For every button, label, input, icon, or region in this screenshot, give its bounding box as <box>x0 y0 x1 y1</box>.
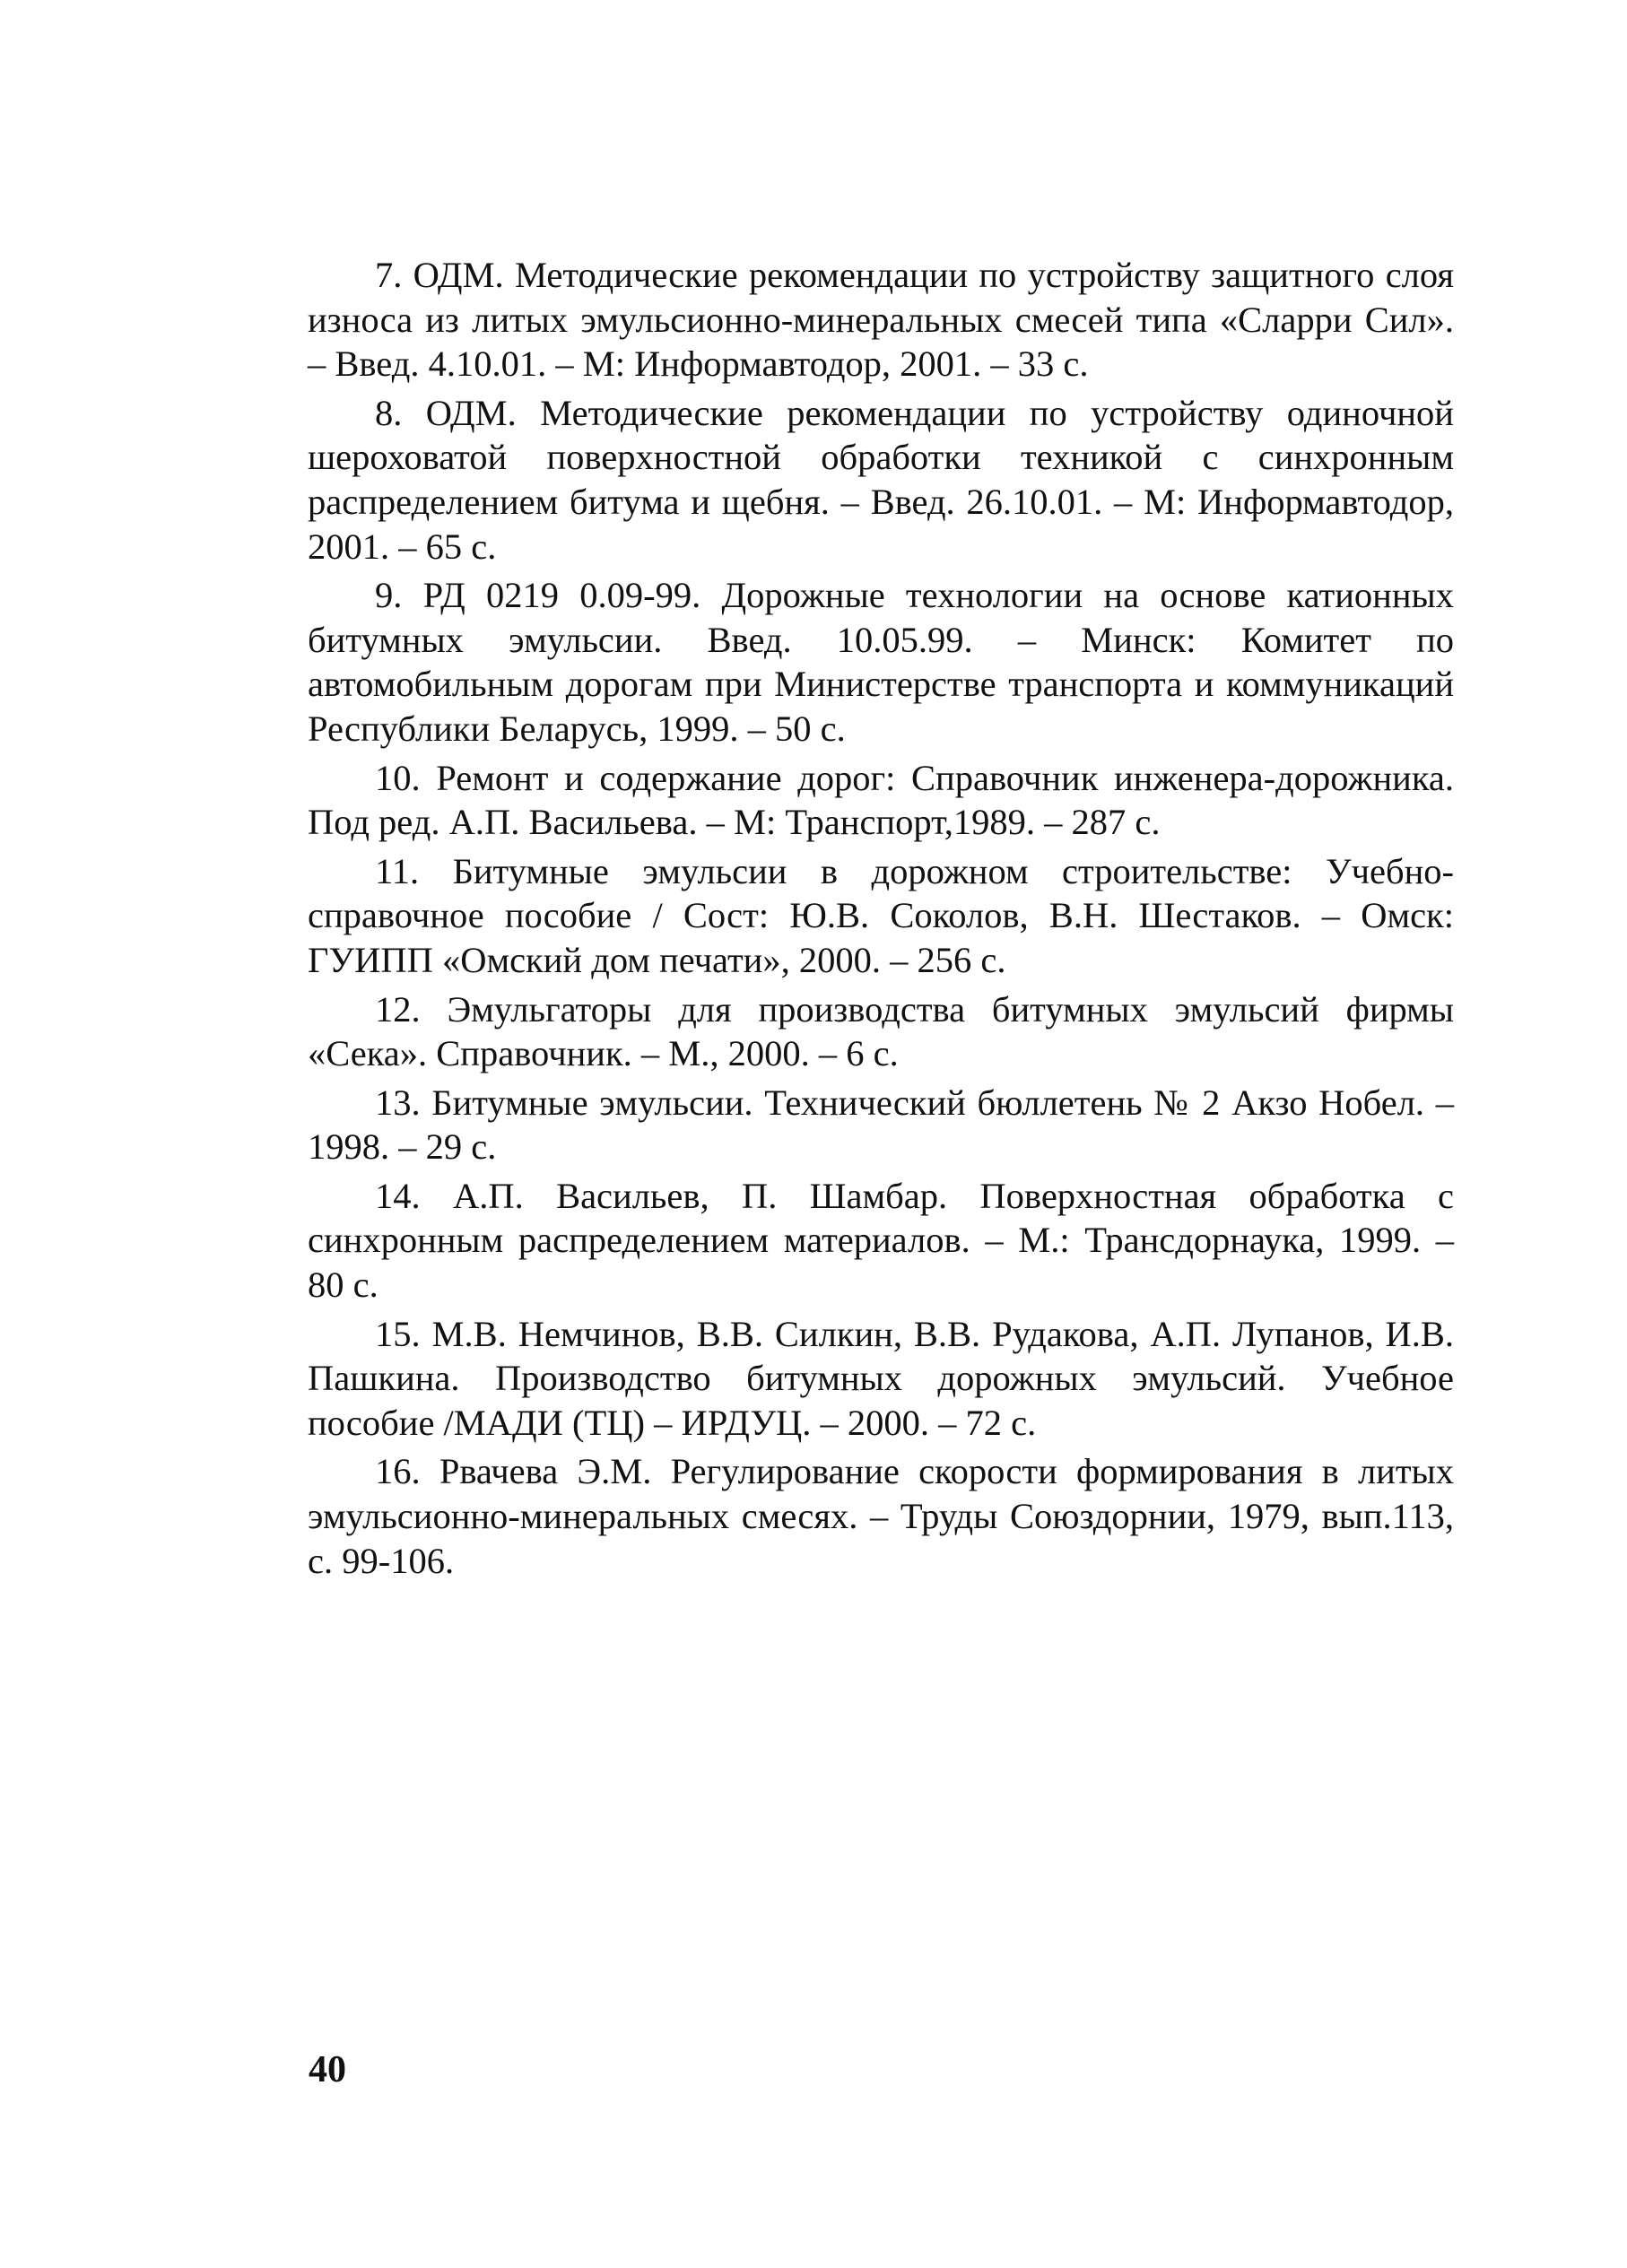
reference-item-15: 15. М.В. Немчинов, В.В. Силкин, В.В. Рудакова, А.П. Лупанов, И.В. Пашкина. Производство битумных дорожных эмульсий. Учебное пособие /МАДИ (ТЦ) – ИРДУЦ. – 2000. – 72 с. <box>308 1313 1454 1443</box>
reference-item-12: 12. Эмульгаторы для производства битумных эмульсий фирмы «Сека». Справочник. – М., 2000. – 6 с. <box>308 988 1454 1074</box>
page-number: 40 <box>309 2049 346 2090</box>
reference-item-16: 16. Рвачева Э.М. Регулирование скорости формирования в литых эмульсионно-минеральных смесях. – Труды Союздорнии, 1979, вып.113, с. 99-106. <box>308 1451 1454 1581</box>
reference-item-9: 9. РД 0219 0.09-99. Дорожные технологии на основе катионных битумных эмульсии. Введ. 10.05.99. – Минск: Комитет по автомобильным дорогам при Министерстве транспорта и коммуникаций Республики Беларусь, 1999. – 50 с. <box>308 575 1454 749</box>
reference-item-14: 14. А.П. Васильев, П. Шамбар. Поверхностная обработка с синхронным распределением материалов. – М.: Трансдорнаука, 1999. – 80 с. <box>308 1175 1454 1306</box>
reference-item-11: 11. Битумные эмульсии в дорожном строительстве: Учебно-справочное пособие / Сост: Ю.В. Соколов, В.Н. Шестаков. – Омск: ГУИПП «Омский дом печати», 2000. – 256 с. <box>308 850 1454 980</box>
reference-item-10: 10. Ремонт и содержание дорог: Справочник инженера-дорожника. Под ред. А.П. Васильева. – М: Транспорт,1989. – 287 с. <box>308 757 1454 843</box>
reference-item-13: 13. Битумные эмульсии. Технический бюллетень № 2 Акзо Нобел. – 1998. – 29 с. <box>308 1082 1454 1168</box>
reference-item-7: 7. ОДМ. Методические рекомендации по устройству защитного слоя износа из литых эмульсионно-минеральных смесей типа «Сларри Сил». – Введ. 4.10.01. – М: Информавтодор, 2001. – 33 с. <box>308 255 1454 385</box>
reference-list <box>308 253 1454 1587</box>
reference-item-8: 8. ОДМ. Методические рекомендации по устройству одиночной шероховатой поверхностной обработки техникой с синхронным распределением битума и щебня. – Введ. 26.10.01. – М: Информавтодор, 2001. – 65 с. <box>308 392 1454 567</box>
